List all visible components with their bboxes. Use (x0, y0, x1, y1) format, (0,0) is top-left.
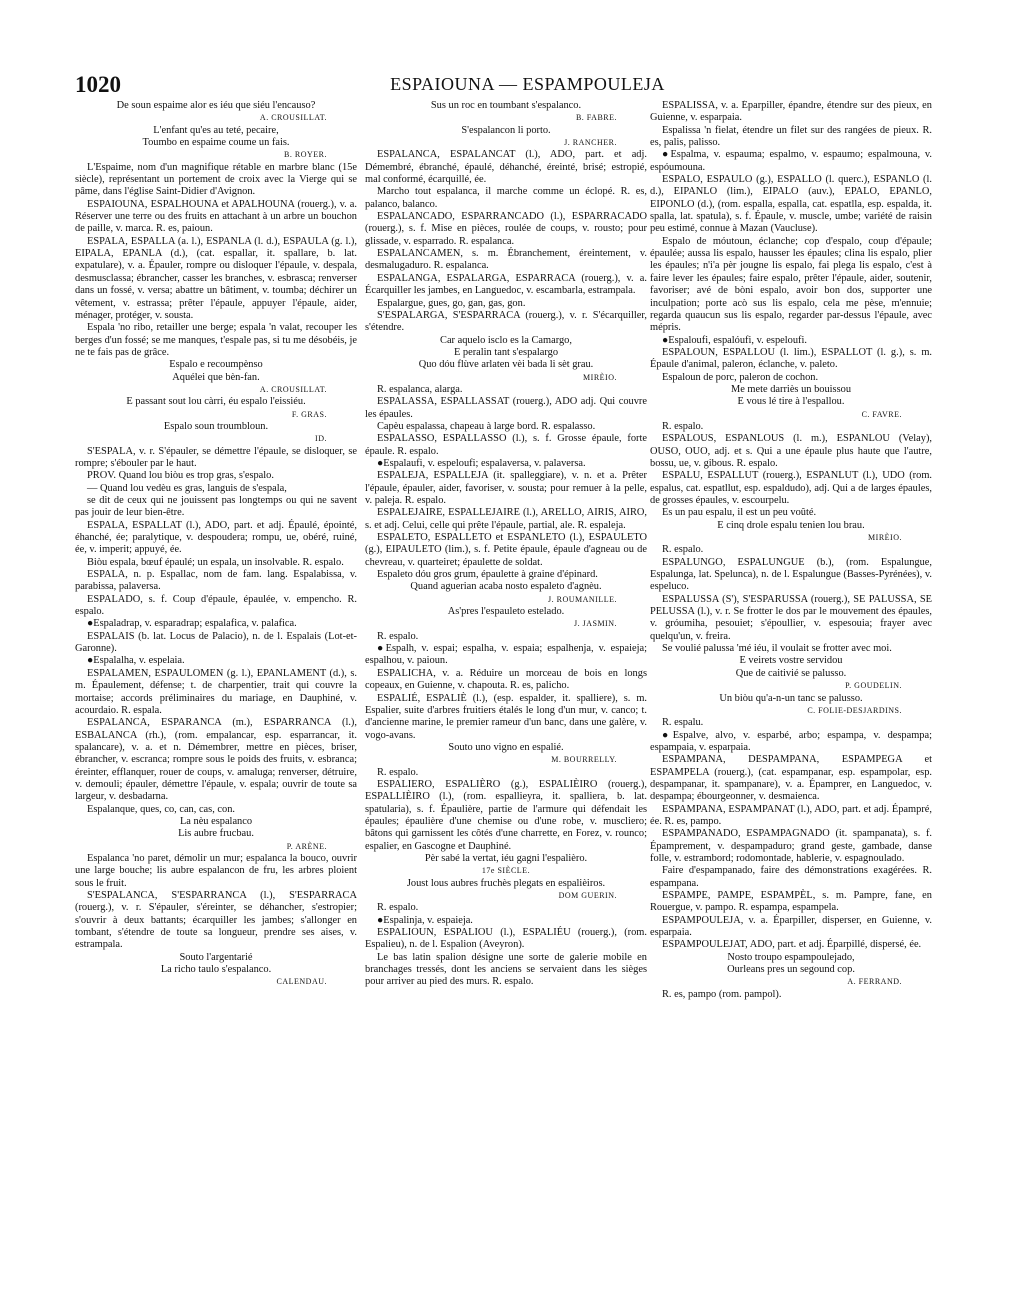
dictionary-entry: Espaloun de porc, paleron de cochon. (662, 371, 819, 383)
dictionary-entry: PROV. Quand lou biòu es trop gras, s'espalo. (87, 470, 274, 482)
dictionary-entry: ESPALOUS, ESPANLOUS (l. m.), ESPANLOU (Velay), OUSO, OUO, adj. et s. Qui a une épaule plus haute que l'autre, bossu, ue, v. gibous. R. espalo. (650, 433, 932, 469)
dictionary-entry: ESPALIERO, ESPALIÈRO (g.), ESPALIÈIRO (rouerg.), ESPALLIÈIRO (l.), (rom. espallieyra, it. spalliera, b. lat. spatularia), s. f. Épaulière, partie de l'armure qui défendait les épaules; épaulière d'une chemise ou d'une robe, v. muscliero; bâtons qui garnissent les côtés d'une charrette, en Forez, v. rounco; espalier, en Gascogne et Dauphiné. (365, 778, 647, 852)
verse-line: Toumbo en espaime coume un fais. (142, 137, 290, 149)
dictionary-entry: R. es, pampo (rom. pampol). (662, 988, 782, 1000)
citation-author: J. ROUMANILLE. (548, 594, 617, 604)
dictionary-entry: ESPALUSSA (S'), S'ESPARUSSA (rouerg.), SE PALUSSA, SE PELUSSA (l.), v. r. Se frotter le dos par le mouvement des épaules, v. gróumiha, pesouiet; s'époullier, v. espesouia; frayer avec quelqu'un, v. freira. (650, 593, 932, 642)
dictionary-entry: Espalargue, gues, go, gan, gas, gon. (377, 297, 526, 309)
dictionary-entry: ESPALA, ESPALLA (a. l.), ESPANLA (l. d.), ESPAULA (g. l.), EIPALA, EPANLA (d.), (cat. espallar, it. spallare, b. lat. expatulare), v. a. Épauler, rompre ou disloquer l'épaule, v. despala, desmusclassa; ébrancher, casser les branches, v. esbrasca; renverser dans un fossé, v. versa; abattre un bâtiment, v. toumba; déchirer un vêtement, v. estrassa; prêter l'épaule, appuyer l'épaule, aider, ménager, protéger, v. sousta. (75, 235, 357, 321)
dictionary-entry: ESPAIOUNA, ESPALHOUNA et APALHOUNA (rouerg.), v. a. Réserver une terre ou des fruits en attachant à un arbre un bouchon de paille, v. marca. R. es, paioun. (75, 198, 357, 235)
dictionary-entry: Capèu espalassa, chapeau à large bord. R. espalasso. (377, 420, 596, 432)
dictionary-entry: ESPALU, ESPALLUT (rouerg.), ESPANLUT (l.), UDO (rom. espalus, cat. espatllut, esp. espaldudo), adj. Qui a de larges épaules, de grosses épaules, v. escourpelu. (650, 470, 932, 506)
dictionary-entry: se dit de ceux qui ne jouissent pas longtemps ou qui ne savent pas jouir de leur bien-être. (75, 495, 357, 519)
dictionary-entry: ESPALANCAMEN, s. m. Ébranchement, éreintement, v. desmalugaduro. R. espalanca. (365, 248, 647, 272)
dictionary-entry: ESPALASSA, ESPALLASSAT (rouerg.), ADO adj. Qui couvre les épaules. (365, 396, 647, 420)
verse-line: Quo dóu flùve arlaten vèi bada li sèt grau. (418, 359, 594, 371)
dictionary-entry: ESPALIOUN, ESPALIOU (l.), ESPALIÉU (rouerg.), (rom. Espalieu), n. de l. Espalion (Aveyron). (365, 927, 647, 951)
dictionary-entry: R. espalu. (662, 717, 704, 729)
dictionary-entry: ESPALICHA, v. a. Réduire un morceau de bois en longs copeaux, en Guienne, v. chapouta. R. es, palicho. (365, 667, 647, 692)
dictionary-entry: ●Espalma, v. espauma; espalmo, v. espaumo; espalmouna, v. espóumouna. (650, 149, 932, 173)
verse-line: E peralin tant s'espalargo (453, 346, 559, 358)
dictionary-entry: ●Espalalha, v. espelaia. (87, 655, 185, 667)
dictionary-entry: Le bas latin spalion désigne une sorte de galerie mobile en branchages tressés, dont les anciens se servaient dans les sièges pour arriver au pied des murs. R. espalo. (365, 951, 647, 988)
dictionary-entry: S'ESPALANCA, S'ESPARRANCA (l.), S'ESPARRACA (rouerg.), v. r. S'épauler, s'éreinter, se déhancher, s'estropier; s'ouvrir à deux battants; écarquiller les jambes; s'allonger en tombant, s'étendre de toute sa longueur, prendre ses aises, v. estrampala. (75, 890, 357, 951)
dictionary-entry: Espalanque, ques, co, can, cas, con. (87, 803, 236, 815)
dictionary-entry: ESPALIÉ, ESPALIÈ (l.), (esp. espalder, it. spalliere), s. m. Espalier, suite d'arbres fruitiers étalés le long d'un mur, v. canco; t. d'ancienne marine, le premier rameur d'un banc, dans une galère, v. vogo-avans. (365, 692, 647, 741)
verse-line: Un biòu qu'a-n-un tanc se palusso. (719, 692, 863, 704)
verse-line: La richo taulo s'espalanco. (160, 964, 272, 976)
dictionary-entry: ESPALAMEN, ESPAULOMEN (g. l.), EPANLAMENT (d.), s. m. Épaulement, défense; t. de charpentier, trait qui couvre la mortaise; accords préliminaires du mariage, en Dauphiné, v. acourdaio. R. espala. (75, 667, 357, 716)
dictionary-entry: ESPALANGA, ESPALARGA, ESPARRACA (rouerg.), v. a. Écarquiller les jambes, en Languedoc, v. escambarla, estrampala. (365, 272, 647, 297)
verse-line: Ourleans pres un segound cop. (727, 964, 855, 976)
dictionary-entry: ●Espalaufi, v. espeloufi; espalaversa, v. palaversa. (377, 457, 586, 469)
dictionary-entry: ESPALEJAIRE, ESPALLEJAIRE (l.), ARELLO, AIRIS, AIRO, s. et adj. Celui, celle qui prête l'épaule, partial, ale. R. espaleja. (365, 507, 647, 531)
dictionary-entry: ESPAMPANA, ESPAMPANAT (l.), ADO, part. et adj. Épampré, ée. R. es, pampo. (650, 803, 932, 827)
dictionary-entry: ●Espaloufi, espalóufi, v. espeloufi. (662, 334, 807, 346)
verse-line: Espalo e recoumpènso (169, 359, 263, 371)
column-middle (365, 100, 647, 1290)
verse-line: Souto l'argentarié (179, 951, 253, 963)
dictionary-entry: L'Espaime, nom d'un magnifique rétable en marbre blanc (15e siècle), représentant un portement de croix avec la Vierge qui se pâme, dans l'église Saint-Didier d'Avignon. (75, 161, 357, 198)
dictionary-entry: R. espalo. (377, 630, 419, 642)
dictionary-entry: ESPALASSO, ESPALLASSO (l.), s. f. Grosse épaule, forte épaule. R. espalo. (365, 433, 647, 457)
dictionary-entry: ESPALOUN, ESPALLOU (l. lim.), ESPALLOT (l. g.), s. m. Épaule d'animal, paleron, éclanche, v. paleto. (650, 346, 932, 371)
dictionary-entry: ESPALANCADO, ESPARRANCADO (l.), ESPARRACADO (rouerg.), s. f. Mise en pièces, roulée de coups, v. rousto; pour glissade, v. esparrado. R. espalanca. (365, 211, 647, 247)
dictionary-entry: R. espalo. (662, 420, 704, 432)
dictionary-entry: ESPALO, ESPAULO (g.), ESPALLO (l. querc.), ESPANLO (l. d.), EIPANLO (lim.), EIPALO (auv.), EPALO, EPANLO, EIPONLO (d.), (rom. espalla, espalla, cat. espatlla, esp. espalda, it. spalla, lat. spatula), s. f. Épaule, v. muscle, umbe; variété de raisin peu estimé, connue à Mazan (Vaucluse). (650, 174, 932, 235)
citation-author: MIRÈIO. (868, 533, 902, 543)
dictionary-entry: ●Espalinja, v. espaieja. (377, 914, 473, 926)
verse-line: Pèr sabé la vertat, iéu gagni l'espalièro. (424, 852, 588, 864)
dictionary-entry: ●Espalve, alvo, v. esparbé, arbo; espampa, v. despampa; espampaia, v. esparpaia. (650, 729, 932, 753)
page-number: 1020 (75, 72, 121, 97)
dictionary-entry: S'ESPALARGA, S'ESPARRACA (rouerg.), v. r. S'écarquiller, s'étendre. (365, 309, 647, 334)
dictionary-entry: Espaleto dóu gros grum, épaulette à graine d'épinard. (377, 569, 598, 581)
verse-line: De soun espaime alor es iéu que siéu l'encauso? (116, 100, 316, 111)
citation-author: CALENDAU. (276, 977, 327, 987)
citation-author: A. CROUSILLAT. (259, 113, 327, 123)
dictionary-entry: ESPALETO, ESPALLETO et ESPANLETO (l.), ESPAULETO (g.), EIPAULETO (lim.), s. f. Petite épaule, épaule d'agneau ou de chevreau, v. quarteiret; épaulette de soldat. (365, 532, 647, 568)
dictionary-entry: ESPAMPOULEJAT, ADO, part. et adj. Éparpillé, dispersé, ée. (662, 939, 922, 951)
dictionary-entry: ESPALUNGO, ESPALUNGUE (b.), (rom. Espalungue, Espalunga, lat. Spelunca), n. de l. Espalungue (Basses-Pyrénées), v. espeluco. (650, 556, 932, 593)
dictionary-entry: ESPALANCA, ESPARANCA (m.), ESPARRANCA (l.), ESBALANCA (rh.), (rom. empalancar, esp. esparrancar, it. spalancare), v. a. et n. Démembrer, mettre en pièces, briser, ébrancher, v. escranca; rompre sous le poids des fruits, v. esbranca; éreinter, efflanquer, rouer de coups, v. amaluga; renverser, détruire, v. demouli; épauler, démettre l'épaule, v. espala; ouvrir de toute sa largeur, v. desbadarna. (75, 717, 357, 803)
verse-line: E vous lé tire à l'espallou. (737, 396, 845, 408)
dictionary-entry: Biòu espala, bœuf épaulé; un espala, un insolvable. R. espalo. (87, 556, 344, 568)
dictionary-entry: ESPALISSA, v. a. Éparpiller, épandre, étendre sur des pieux, en Guienne, v. esparpaia. (650, 100, 932, 124)
citation-author: A. CROUSILLAT. (259, 384, 327, 394)
dictionary-entry: Espalissa 'n fielat, étendre un filet sur des rangées de pieux. R. es, palis, palisso. (650, 124, 932, 149)
verse-line: Sus un roc en toumbant s'espalanco. (430, 100, 582, 111)
verse-line: La nèu espalanco (179, 815, 253, 827)
citation-author: ID. (315, 434, 327, 444)
dictionary-entry: ESPALA, ESPALLAT (l.), ADO, part. et adj. Épaulé, épointé, éhanché, ée; paralytique, v. despoudera; rompu, ue, obéré, ruiné, ée, v. imperit; appuyé, ée. (75, 519, 357, 556)
verse-line: Joust lous aubres fruchès plegats en espalièiros. (406, 877, 606, 889)
citation-author: C. FAVRE. (861, 409, 902, 419)
citation-author: P. ARÈNE. (286, 841, 327, 851)
citation-author: J. JASMIN. (573, 619, 617, 629)
dictionary-entry: ESPAMPANA, DESPAMPANA, ESPAMPEGA et ESPAMPELA (rouerg.), (cat. espampanar, esp. espampolar, esp. despampanar, it. spampanare), v. a. Épamprer, en Languedoc, v. despampa; ébourgeonner, v. desmaienca. (650, 754, 932, 803)
dictionary-entry: ESPALEJA, ESPALLEJA (it. spalleggiare), v. n. et a. Prêter l'épaule, épauler, aider, favoriser, v. sousta; pour remuer à la pelle, v. paleja. R. espalo. (365, 470, 647, 506)
citation-author: B. FABRE. (575, 113, 617, 123)
citation-author: 17e SIÈCLE. (481, 866, 531, 876)
dictionary-entry: Se voulié palussa 'mé iéu, il voulait se frotter avec moi. (662, 643, 892, 655)
dictionary-entry: ESPALADO, s. f. Coup d'épaule, épaulée, v. empencho. R. espalo. (75, 593, 357, 618)
dictionary-entry: ESPALANCA, ESPALANCAT (l.), ADO, part. et adj. Démembré, ébranché, épaulé, déhanché, éreinté, brisé; estropié, mal conformé, écarquillé, ée. (365, 149, 647, 186)
verse-line: Car aquelo isclo es la Camargo, (440, 334, 572, 346)
dictionary-entry: Faire d'espampanado, faire des démonstrations exagérées. R. espampana. (650, 865, 932, 889)
verse-line: E veirets vostre servidou (739, 655, 843, 667)
verse-line: E passant sout lou càrri, éu espalo l'eissiéu. (126, 396, 306, 408)
verse-line: Lis aubre frucbau. (178, 828, 254, 840)
column-left (75, 100, 357, 1290)
dictionary-entry: Es un pau espalu, il est un peu voûté. (662, 507, 817, 519)
dictionary-entry: ●Espaladrap, v. esparadrap; espalafica, v. palafica. (87, 618, 297, 630)
dictionary-entry: ESPAMPANADO, ESPAMPAGNADO (it. spampanata), s. f. Épamprement, v. despampaduro; grand geste, gambade, danse folle, v. estrambord; rodomontade, hablerie, v. espagnoulado. (650, 828, 932, 864)
verse-line: Quand aguerian acaba nosto espaleto d'agnèu. (410, 581, 602, 593)
dictionary-entry: ESPALAIS (b. lat. Locus de Palacio), n. de l. Espalais (Lot-et-Garonne). (75, 630, 357, 655)
verse-line: As'pres l'espauleto estelado. (447, 606, 565, 618)
citation-author: C. FOLIE-DESJARDINS. (807, 705, 902, 715)
citation-author: M. BOURRELLY. (551, 755, 617, 765)
citation-author: A. FERRAND. (847, 977, 902, 987)
verse-line: Souto uno vigno en espalié. (448, 741, 564, 753)
running-title: ESPAIOUNA — ESPAMPOULEJA (390, 74, 665, 94)
dictionary-entry: — Quand lou vedèu es gras, languis de s'espala, (87, 482, 287, 494)
citation-author: J. RANCHER. (564, 138, 617, 148)
dictionary-entry: S'ESPALA, v. r. S'épauler, se démettre l'épaule, se disloquer, se rompre; s'ébouler par le haut. (75, 445, 357, 469)
dictionary-entry: ●Espalh, v. espai; espalha, v. espaia; espalhenja, v. espaieja; espalhou, v. paioun. (365, 643, 647, 667)
verse-line: E cinq drole espalu tenien lou brau. (717, 519, 865, 531)
dictionary-entry: Espalo de móutoun, éclanche; cop d'espalo, coup d'épaule; épaulée; aussa lis espalo, hausser les épaules; clina lis espalo, plier les épaules; n'i'a pèr jougne lis espalo, fai plega lis espalo, c'est à faire lever les épaules; faire espalo, prêter l'épaule, aider, soutenir, favoriser; avé de bòni espalo, avoir bon dos, supporter une inculpation; porte acò sus lis espalo, cela me pèse, m'ennuie; regarda quaucun sus lis espalo, regarder par-dessus l'épaule, avec mépris. (650, 235, 932, 334)
dictionary-entry: R. espalo. (377, 902, 419, 914)
verse-line: Aquélei que bèn-fan. (172, 371, 260, 383)
verse-line: Espalo soun troumbloun. (163, 420, 269, 432)
citation-author: F. GRAS. (291, 409, 327, 419)
dictionary-entry: R. espalanca, alarga. (377, 383, 463, 395)
verse-line: S'espalancon li porto. (461, 124, 551, 136)
verse-line: Me mete darriès un bouissou (730, 383, 852, 395)
dictionary-entry: ESPAMPE, PAMPE, ESPAMPÈL, s. m. Pampre, fane, en Rouergue, v. pampo. R. espampa, espampela. (650, 890, 932, 914)
verse-line: Nosto troupo espampoulejado, (727, 951, 855, 963)
verse-line: L'enfant qu'es au teté, pecaire, (153, 124, 279, 136)
dictionary-entry: ESPAMPOULEJA, v. a. Éparpiller, disperser, en Guienne, v. esparpaia. (650, 914, 932, 939)
verse-line: Que de caitivié se palusso. (735, 667, 847, 679)
citation-author: DOM GUERIN. (558, 891, 617, 900)
dictionary-entry: Espalanca 'no paret, démolir un mur; espalanca la bouco, ouvrir une large bouche; lis aubre espalancon de fru, les arbres ploient sous le fruit. (75, 852, 357, 889)
dictionary-entry: Espala 'no ribo, retailler une berge; espala 'n valat, recouper les berges d'un fossé; se me manques, t'espale pas, si tu me désobéis, je ne te fais pas de grâce. (75, 322, 357, 358)
dictionary-entry: Marcho tout espalanca, il marche comme un éclopé. R. es, palanco, balanco. (365, 186, 647, 210)
citation-author: P. GOUDELIN. (845, 681, 902, 691)
column-right (650, 100, 932, 1290)
dictionary-entry: R. espalo. (662, 544, 704, 556)
citation-author: B. ROYER. (284, 150, 327, 160)
page-header (75, 72, 980, 100)
citation-author: MIRÈIO. (583, 372, 617, 382)
dictionary-entry: R. espalo. (377, 766, 419, 778)
dictionary-entry: ESPALA, n. p. Espallac, nom de fam. lang. Espalabissa, v. parabissa, palaversa. (75, 569, 357, 593)
